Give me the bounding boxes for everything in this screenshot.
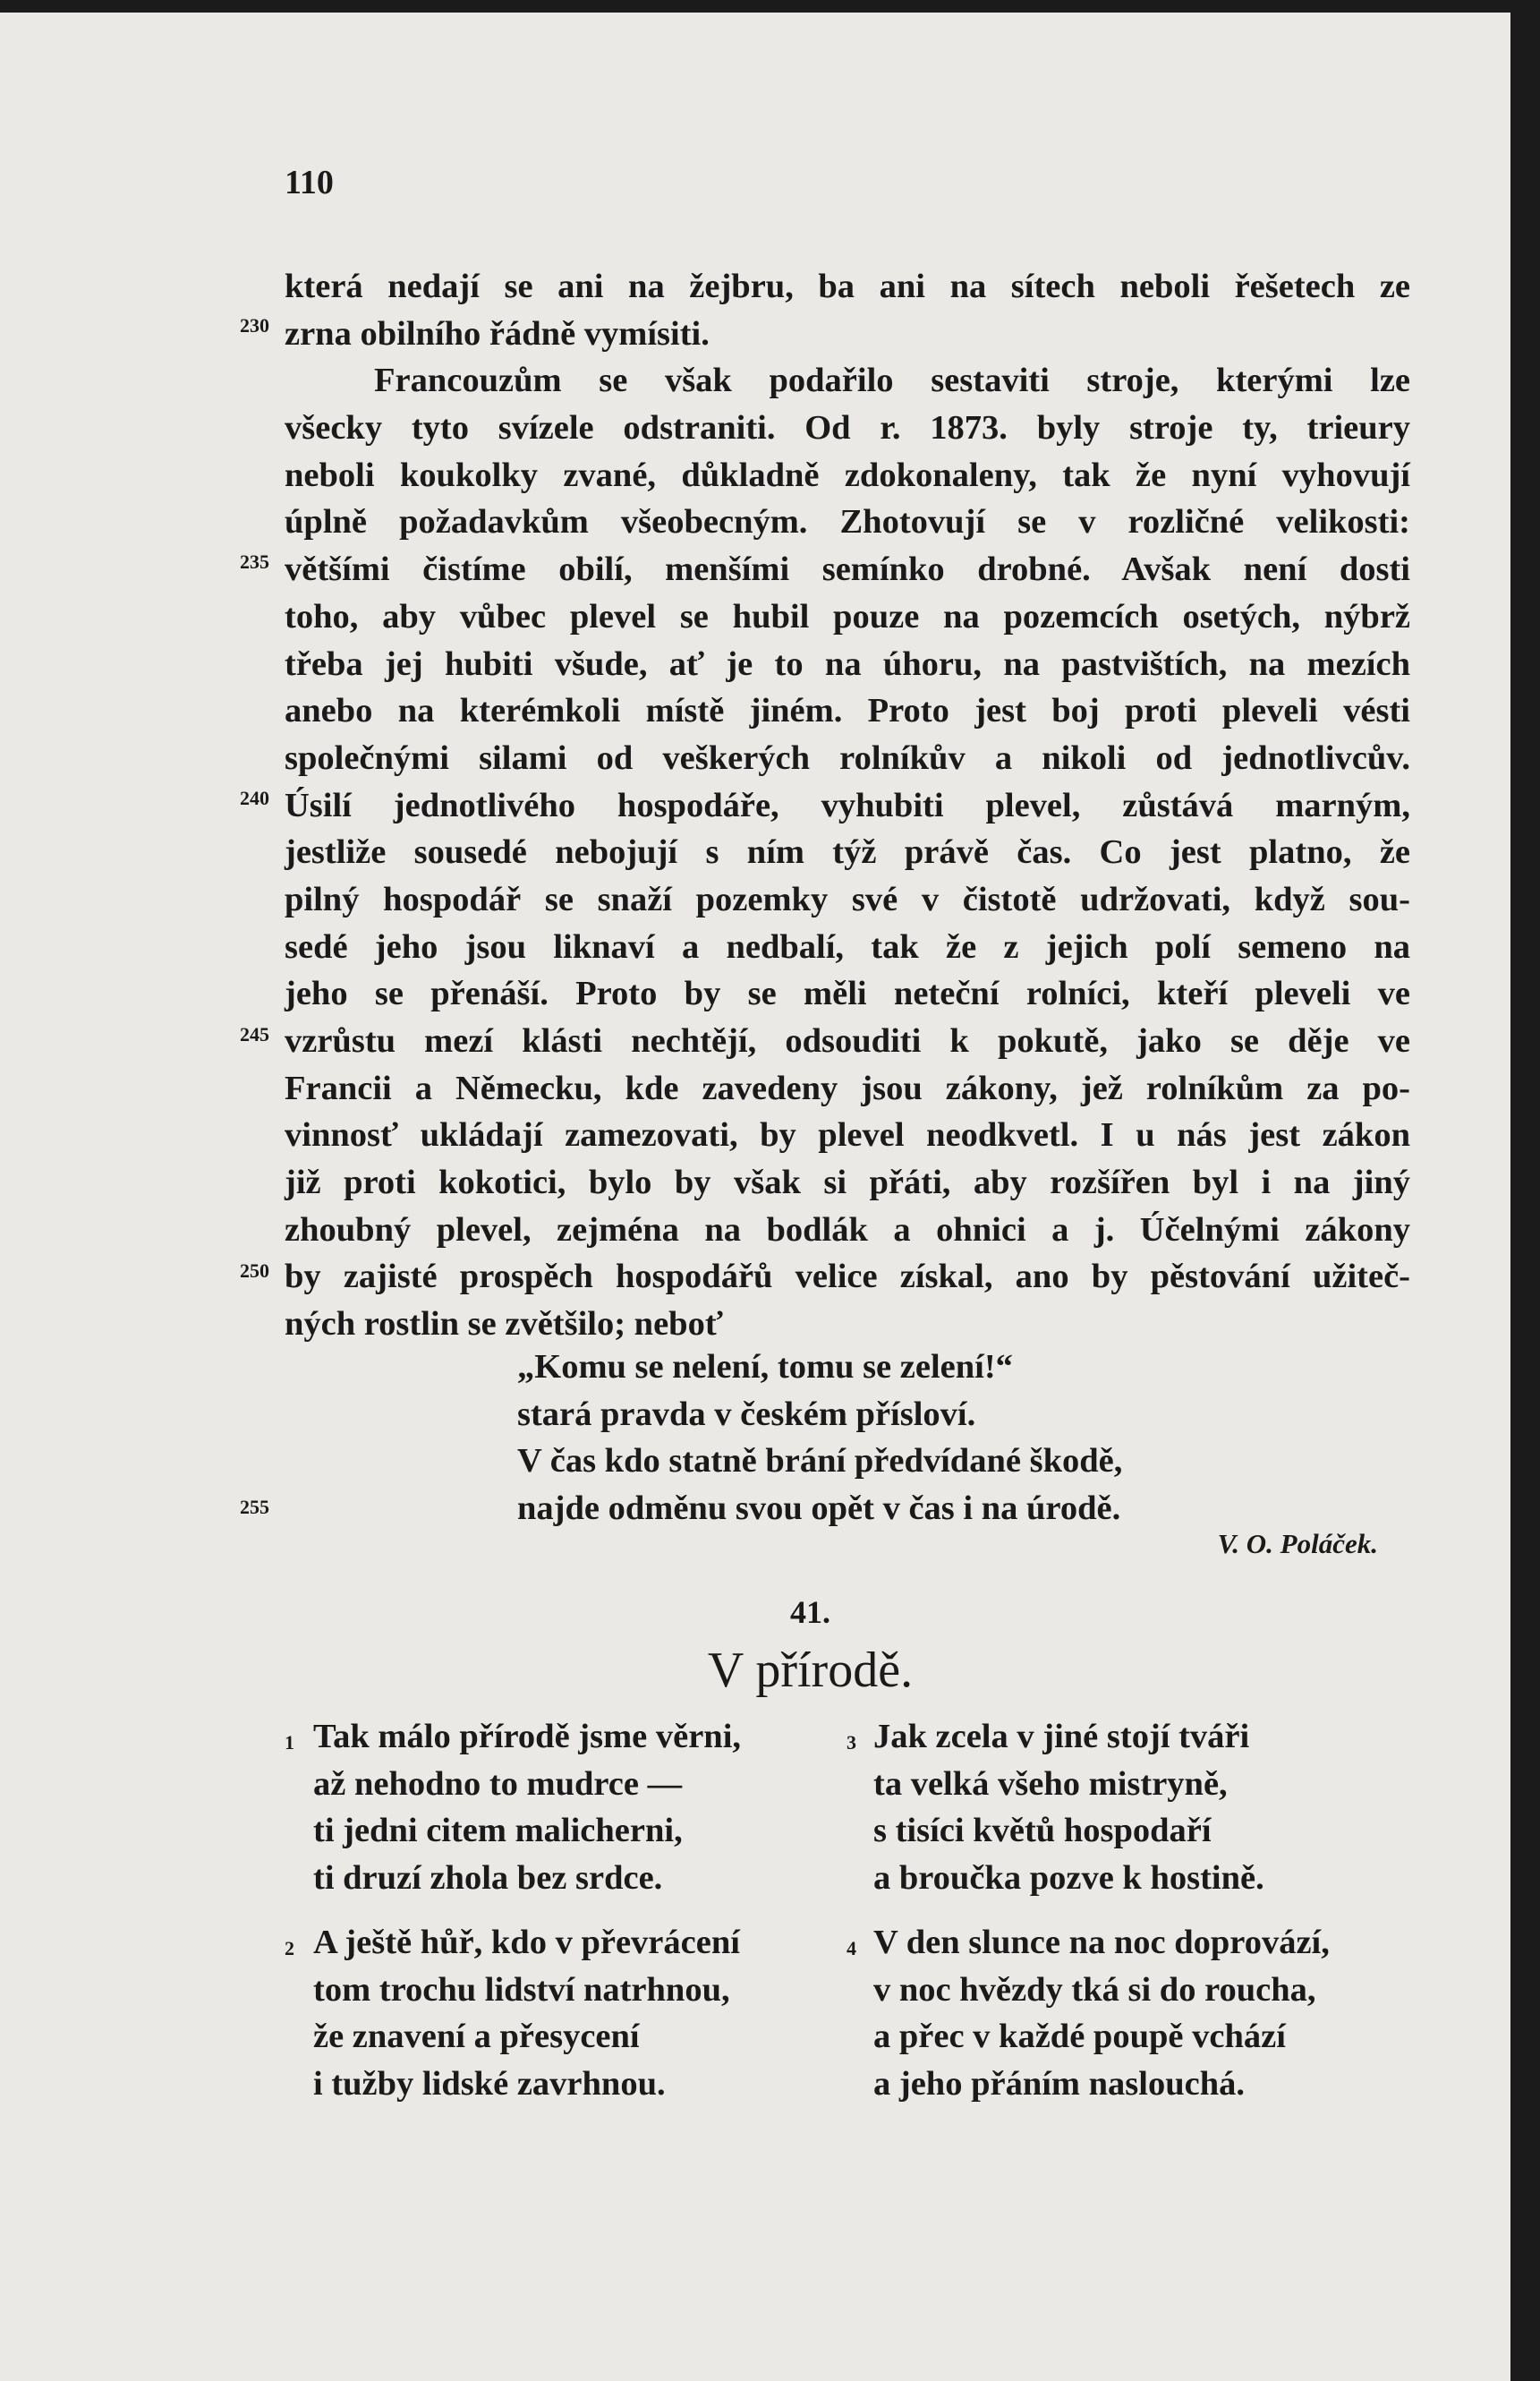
verse-line: A ještě hůř, kdo v převrácení [313, 1924, 740, 1961]
poem-title: V přírodě. [707, 1643, 914, 1698]
prose-line: vinnosť ukládají zamezovati, by plevel neodkvetl. I u nás jest zákon [285, 1116, 1410, 1155]
stanza-number: 1 [285, 1731, 294, 1754]
verse-line: V den slunce na noc doprovází, [873, 1924, 1330, 1961]
verse-line: a jeho přáním naslouchá. [873, 2064, 1246, 2103]
prose-line: většími čistíme obilí, menšími semínko drobné. Avšak není dosti [285, 550, 1410, 589]
prose-line: pilný hospodář se snaží pozemky své v čistotě udržovati, když sou- [285, 880, 1410, 918]
line-number: 230 [240, 314, 269, 337]
verse-line: a broučka pozve k hostině. [873, 1858, 1264, 1897]
verse-line: tom trochu lidství natrhnou, [313, 1970, 730, 2009]
prose-line: jeho se přenáší. Proto by se měli neteční rolníci, kteří pleveli ve [285, 975, 1410, 1013]
stanza-1 [313, 1713, 741, 1901]
quote-line: stará pravda v českém přísloví. [517, 1395, 976, 1433]
prose-line: by zajisté prospěch hospodářů velice získal, ano by pěstování užiteč- [285, 1258, 1410, 1296]
stanza-3 [873, 1713, 1264, 1901]
prose-line: již proti kokotici, bylo by však si přáti, aby rozšířen byl i na jiný [285, 1164, 1410, 1202]
verse-line: až nehodno to mudrce — [313, 1764, 683, 1803]
line-number: 240 [240, 787, 269, 809]
prose-line: sedé jeho jsou liknaví a nedbalí, tak že z jejich polí semeno na [285, 927, 1410, 966]
stanza-4 [873, 1919, 1330, 2107]
prose-line: úplně požadavkům všeobecným. Zhotovují se v rozličné velikosti: [285, 503, 1410, 542]
prose-line: třeba jej hubiti všude, ať je to na úhoru, na pastvištích, na mezích [285, 644, 1410, 683]
author-signature: V. O. Poláček. [1217, 1528, 1378, 1559]
prose-line: Francouzům se však podařilo sestaviti stroje, kterými lze [374, 362, 1410, 400]
prose-line: neboli koukolky zvané, důkladně zdokonaleny, tak že nyní vyhovují [285, 456, 1410, 494]
verse-line: ti jedni citem malicherni, [313, 1812, 683, 1849]
verse-line: ti druzí zhola bez srdce. [313, 1858, 663, 1897]
prose-line: zrna obilního řádně vymísiti. [285, 314, 710, 353]
line-number: 235 [240, 550, 269, 573]
verse-line: Tak málo přírodě jsme věrni, [313, 1718, 742, 1755]
prose-line: společnými silami od veškerých rolníkův a nikoli od jednotlivcův. [285, 738, 1410, 777]
quote-line: V čas kdo statně brání předvídané škodě, [517, 1442, 1123, 1481]
prose-line: která nedají se ani na žejbru, ba ani na sítech neboli řešetech ze [285, 268, 1410, 305]
prose-line: Úsilí jednotlivého hospodáře, vyhubiti plevel, zůstává marným, [285, 786, 1410, 824]
stanza-number: 2 [285, 1937, 294, 1959]
verse-line: že znavení a přesycení [313, 2018, 640, 2055]
prose-line: toho, aby vůbec plevel se hubil pouze na pozemcích osetých, nýbrž [285, 597, 1410, 636]
stanza-number: 3 [847, 1731, 856, 1754]
quote-line: „Komu se nelení, tomu se zelení!“ [517, 1348, 1013, 1386]
prose-line: Francii a Německu, kde zavedeny jsou zákony, jež rolníkům za po- [285, 1069, 1410, 1107]
quote-line: najde odměnu svou opět v čas i na úrodě. [517, 1489, 1121, 1528]
verse-line: ta velká všeho mistryně, [873, 1764, 1228, 1803]
prose-line: jestliže sousedé nebojují s ním týž právě čas. Co jest platno, že [285, 833, 1410, 872]
prose-line: všecky tyto svízele odstraniti. Od r. 1873. byly stroje ty, trieury [285, 409, 1410, 448]
prose-line: vzrůstu mezí klásti nechtějí, odsouditi k pokutě, jako se děje ve [285, 1022, 1410, 1060]
verse-line: Jak zcela v jiné stojí tváři [873, 1718, 1250, 1755]
line-number: 245 [240, 1023, 269, 1045]
stanza-2 [313, 1919, 740, 2107]
verse-line: i tužby lidské zavrhnou. [313, 2064, 666, 2103]
prose-line: zhoubný plevel, zejména na bodlák a ohnici a j. Účelnými zákony [285, 1210, 1410, 1249]
line-number: 250 [240, 1259, 269, 1282]
verse-line: v noc hvězdy tká si do roucha, [873, 1970, 1316, 2009]
prose-line: ných rostlin se zvětšilo; neboť [285, 1305, 723, 1344]
verse-line: s tisíci květů hospodaří [873, 1812, 1212, 1849]
page-number: 110 [285, 164, 334, 201]
prose-line: anebo na kterémkoli místě jiném. Proto jest boj proti pleveli vésti [285, 692, 1410, 730]
proverb-quote [517, 1344, 1122, 1532]
stanza-number: 4 [847, 1937, 856, 1959]
prose-text [285, 263, 1410, 1348]
line-number: 255 [240, 1496, 269, 1518]
verse-line: a přec v každé poupě vchází [873, 2018, 1286, 2055]
poem-number: 41. [790, 1594, 830, 1630]
